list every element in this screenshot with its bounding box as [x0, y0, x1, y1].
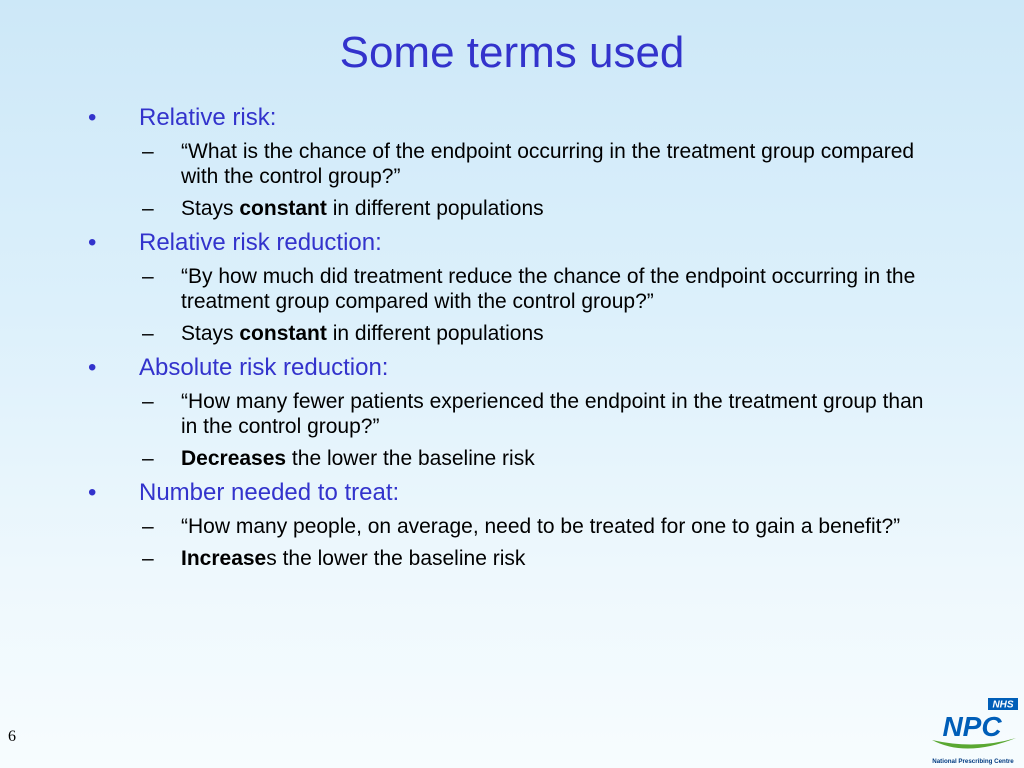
sub-bullet-2-0: [0, 389, 1024, 439]
bullet-2: [0, 354, 1024, 382]
sub-bullet-0-0: [0, 139, 1024, 189]
bullet-heading: Absolute risk reduction:: [139, 354, 389, 381]
bullet-0: [0, 104, 1024, 132]
bullet-dot-icon: •: [88, 104, 97, 131]
sub-bullet-2-1: [0, 446, 1024, 471]
sub-text: in different populations: [326, 197, 544, 220]
npc-logo: [926, 696, 1020, 766]
nhs-text: NHS: [992, 699, 1014, 711]
sub-text: “How many fewer patients experienced the endpoint in the treatment group than in the control group?”: [181, 390, 924, 438]
slide-number: 6: [8, 728, 16, 745]
dash-icon: –: [142, 447, 154, 470]
bullet-heading: Number needed to treat:: [139, 479, 400, 506]
sub-text: “By how much did treatment reduce the chance of the endpoint occurring in the treatment group compared with the control group?”: [181, 265, 916, 313]
sub-bullet-3-1: [0, 546, 1024, 571]
sub-text: the lower the baseline risk: [286, 447, 535, 470]
sub-text: s the lower the baseline risk: [266, 547, 526, 570]
sub-bullet-1-1: [0, 321, 1024, 346]
dash-icon: –: [142, 140, 154, 163]
dash-icon: –: [142, 197, 154, 220]
dash-icon: –: [142, 265, 154, 288]
bullet-dot-icon: •: [88, 479, 97, 506]
sub-text-bold: Decreases: [181, 447, 287, 470]
bullet-dot-icon: •: [88, 354, 97, 381]
bullet-dot-icon: •: [88, 229, 97, 256]
logo-caption: National Prescribing Centre: [932, 758, 1014, 765]
npc-text: NPC: [942, 711, 1002, 742]
dash-icon: –: [142, 390, 154, 413]
dash-icon: –: [142, 547, 154, 570]
bullet-list: [0, 104, 1024, 571]
sub-text: in different populations: [326, 322, 544, 345]
sub-bullet-1-0: [0, 264, 1024, 314]
sub-text: Stays: [181, 197, 240, 220]
bullet-3: [0, 479, 1024, 507]
sub-text: “How many people, on average, need to be treated for one to gain a benefit?”: [181, 515, 901, 538]
sub-text: Stays: [181, 322, 240, 345]
bullet-heading: Relative risk reduction:: [139, 229, 382, 256]
slide-title: Some terms used: [339, 28, 685, 77]
sub-bullet-3-0: [0, 514, 1024, 539]
sub-text: “What is the chance of the endpoint occurring in the treatment group compared with the control group?”: [181, 140, 915, 188]
sub-text-bold: Increase: [181, 547, 267, 570]
sub-text-bold: constant: [239, 322, 327, 345]
bullet-heading: Relative risk:: [139, 104, 277, 131]
sub-text-bold: constant: [239, 197, 327, 220]
bullet-1: [0, 229, 1024, 257]
sub-bullet-0-1: [0, 196, 1024, 221]
dash-icon: –: [142, 515, 154, 538]
dash-icon: –: [142, 322, 154, 345]
